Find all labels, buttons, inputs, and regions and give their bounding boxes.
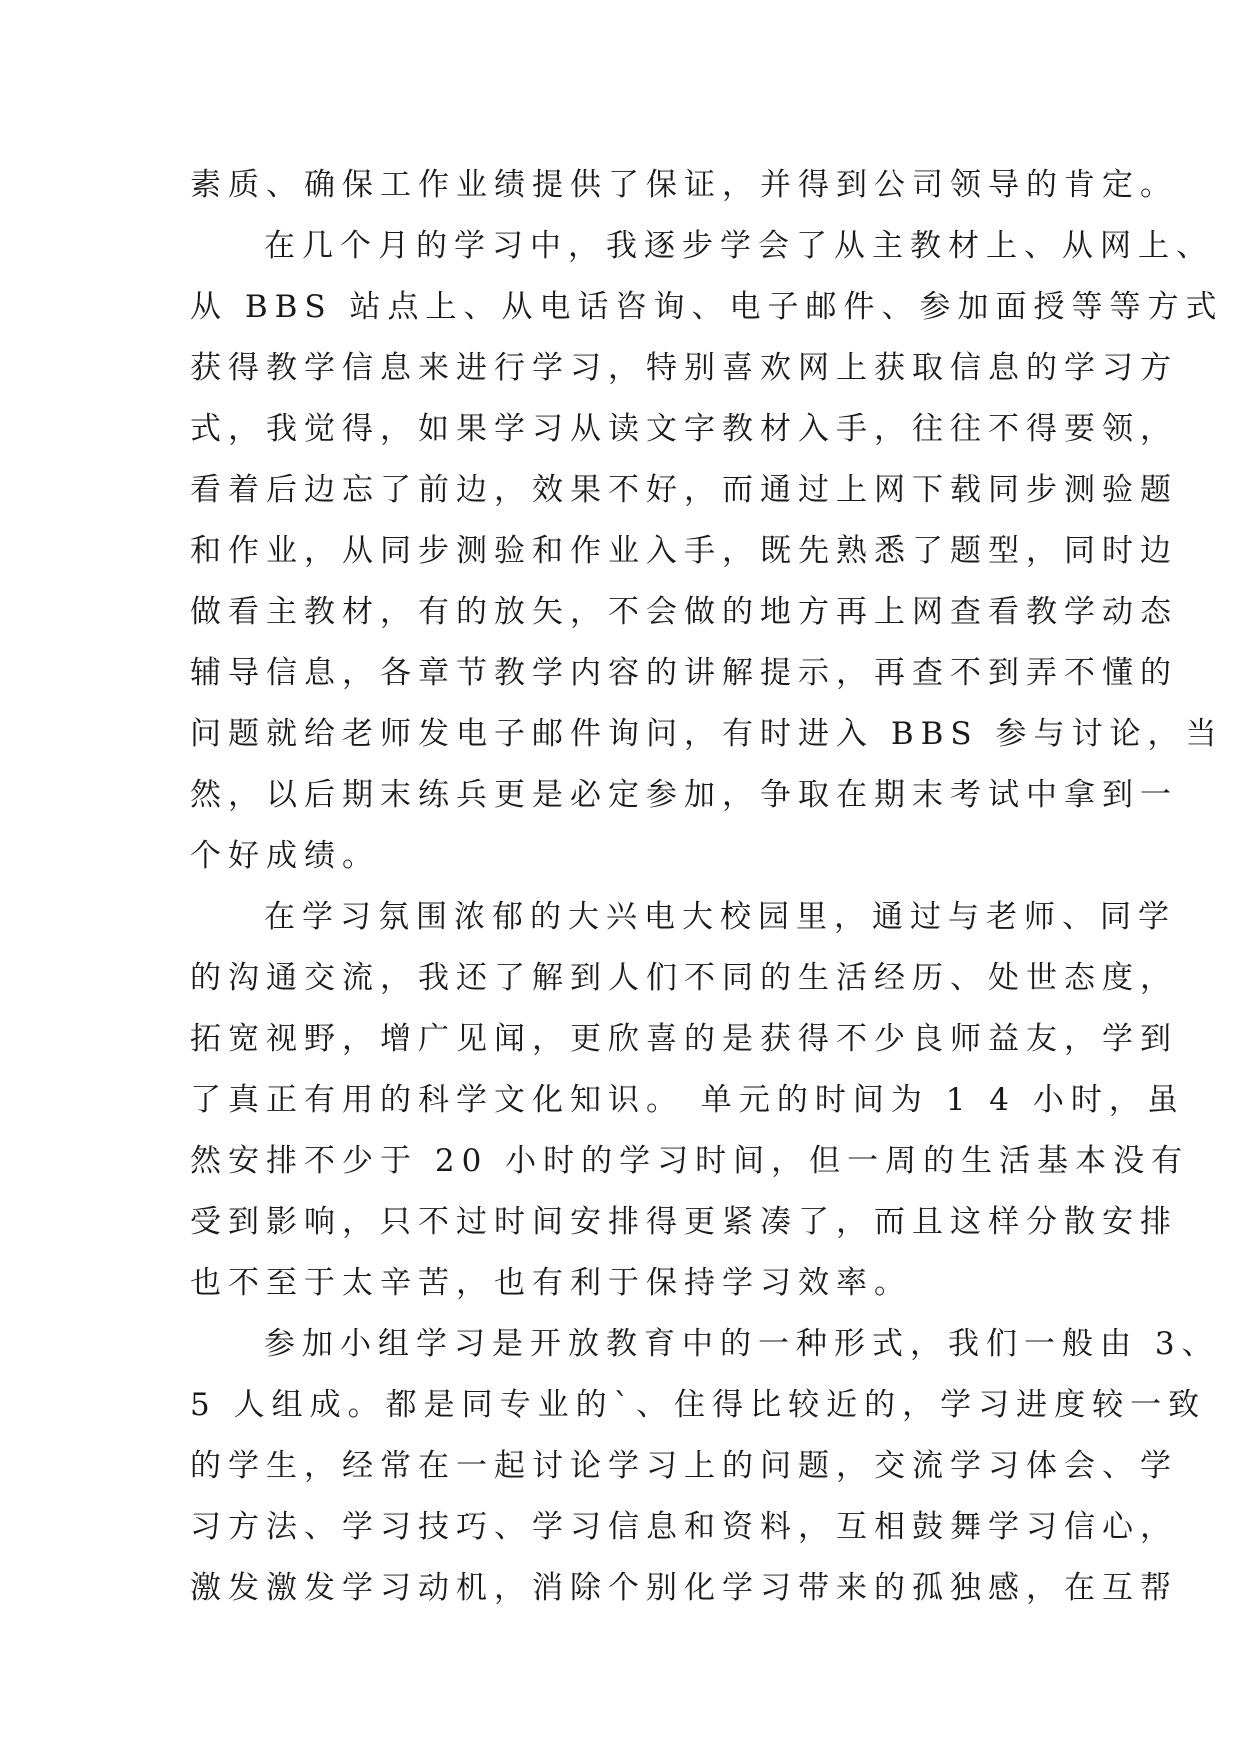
text-line: 在学习氛围浓郁的大兴电大校园里，通过与老师、同学 [264, 899, 1176, 935]
paragraph [190, 887, 1190, 1314]
paragraph [190, 1314, 1220, 1619]
text-line: 参加小组学习是开放教育中的一种形式，我们一般由 3、 [264, 1326, 1220, 1362]
text-line: 的沟通交流，我还了解到人们不同的生活经历、处世态度， [190, 960, 1178, 996]
paragraph [190, 216, 1224, 887]
text-line: 然安排不少于 20 小时的学习时间，但一周的生活基本没有 [190, 1143, 1190, 1179]
text-line: 5 人组成。都是同专业的`、住得比较近的，学习进度较一致 [190, 1387, 1207, 1423]
text-line: 拓宽视野，增广见闻，更欣喜的是获得不少良师益友，学到 [190, 1021, 1178, 1057]
text-line: 个好成绩。 [190, 838, 380, 874]
text-line: 然，以后期末练兵更是必定参加，争取在期末考试中拿到一 [190, 777, 1178, 813]
text-line: 和作业，从同步测验和作业入手，既先熟悉了题型，同时边 [190, 533, 1178, 569]
text-line: 素质、确保工作业绩提供了保证，并得到公司领导的肯定。 [190, 167, 1178, 203]
text-line: 也不至于太辛苦，也有利于保持学习效率。 [190, 1265, 912, 1301]
text-line: 获得教学信息来进行学习，特别喜欢网上获取信息的学习方 [190, 350, 1178, 386]
text-line: 辅导信息，各章节教学内容的讲解提示，再查不到弄不懂的 [190, 655, 1178, 691]
text-line: 激发激发学习动机，消除个别化学习带来的孤独感，在互帮 [190, 1570, 1178, 1606]
text-line: 问题就给老师发电子邮件询问，有时进入 BBS 参与讨论，当 [190, 716, 1224, 752]
text-line: 看着后边忘了前边，效果不好，而通过上网下载同步测验题 [190, 472, 1178, 508]
text-line: 了真正有用的科学文化知识。 单元的时间为 1 4 小时，虽 [190, 1082, 1185, 1118]
document-body [190, 155, 1224, 1619]
text-line: 习方法、学习技巧、学习信息和资料，互相鼓舞学习信心， [190, 1509, 1178, 1545]
text-line: 在几个月的学习中，我逐步学会了从主教材上、从网上、 [264, 228, 1214, 264]
text-line: 从 BBS 站点上、从电话咨询、电子邮件、参加面授等等方式 [190, 289, 1224, 325]
text-line: 的学生，经常在一起讨论学习上的问题，交流学习体会、学 [190, 1448, 1178, 1484]
text-line: 做看主教材，有的放矢，不会做的地方再上网查看教学动态 [190, 594, 1178, 630]
text-line: 式，我觉得，如果学习从读文字教材入手，往往不得要领， [190, 411, 1178, 447]
paragraph [190, 155, 1178, 216]
text-line: 受到影响，只不过时间安排得更紧凑了，而且这样分散安排 [190, 1204, 1178, 1240]
